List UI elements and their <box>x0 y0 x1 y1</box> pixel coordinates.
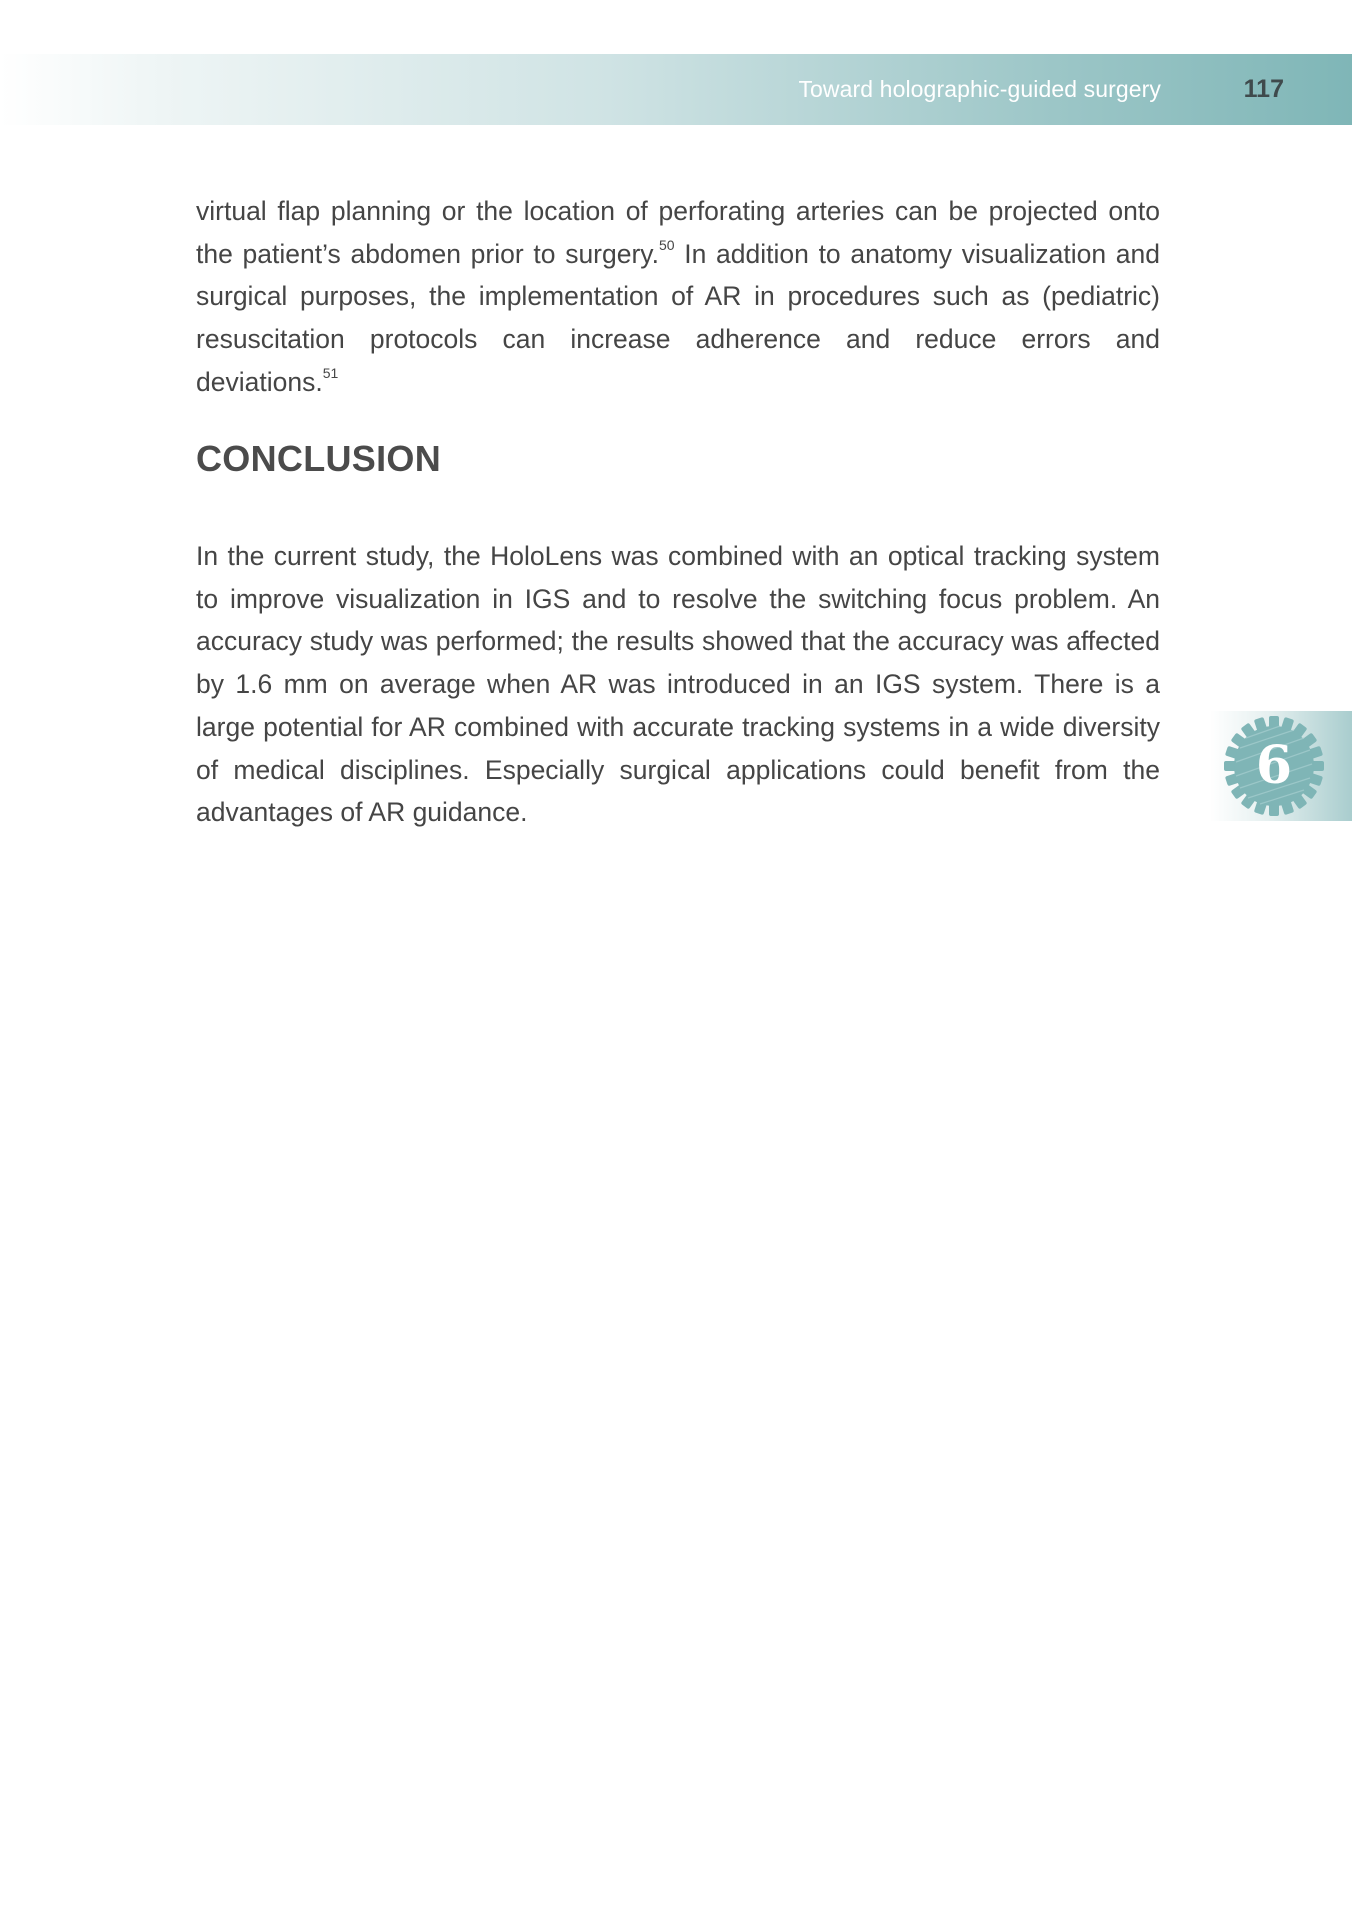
chapter-tab <box>1210 711 1352 821</box>
chapter-number: 6 <box>1255 735 1293 796</box>
body-paragraph-1 <box>196 190 1160 404</box>
paragraph-1-text-a: virtual flap planning or the location of perforating arteries can be projected onto the patient’s abdomen prior to surgery. <box>196 196 1160 269</box>
reference-50: 50 <box>658 236 675 253</box>
page-number: 117 <box>1243 75 1284 103</box>
running-header <box>0 54 1352 125</box>
paragraph-1-text-b: In addition to anatomy visualization and surgical purposes, the implementation of AR in procedures such as (pediatric) resuscitation protocols can increase adherence and reduce errors and deviations. <box>196 238 1160 397</box>
main-content <box>196 190 1160 828</box>
section-heading-conclusion: CONCLUSION <box>196 438 441 479</box>
reference-51: 51 <box>322 364 339 381</box>
running-title: Toward holographic-guided surgery <box>798 76 1161 102</box>
body-paragraph-conclusion: In the current study, the HoloLens was combined with an optical tracking system to improve visualization in IGS and to resolve the switching focus problem. An accuracy study was performed; the results showed that the accuracy was affected by 1.6 mm on average when AR was introduced in an IGS system. There is a large potential for AR combined with accurate tracking systems in a wide diversity of medical disciplines. Especially surgical applications could benefit from the advantages of AR guidance. <box>196 541 1160 828</box>
